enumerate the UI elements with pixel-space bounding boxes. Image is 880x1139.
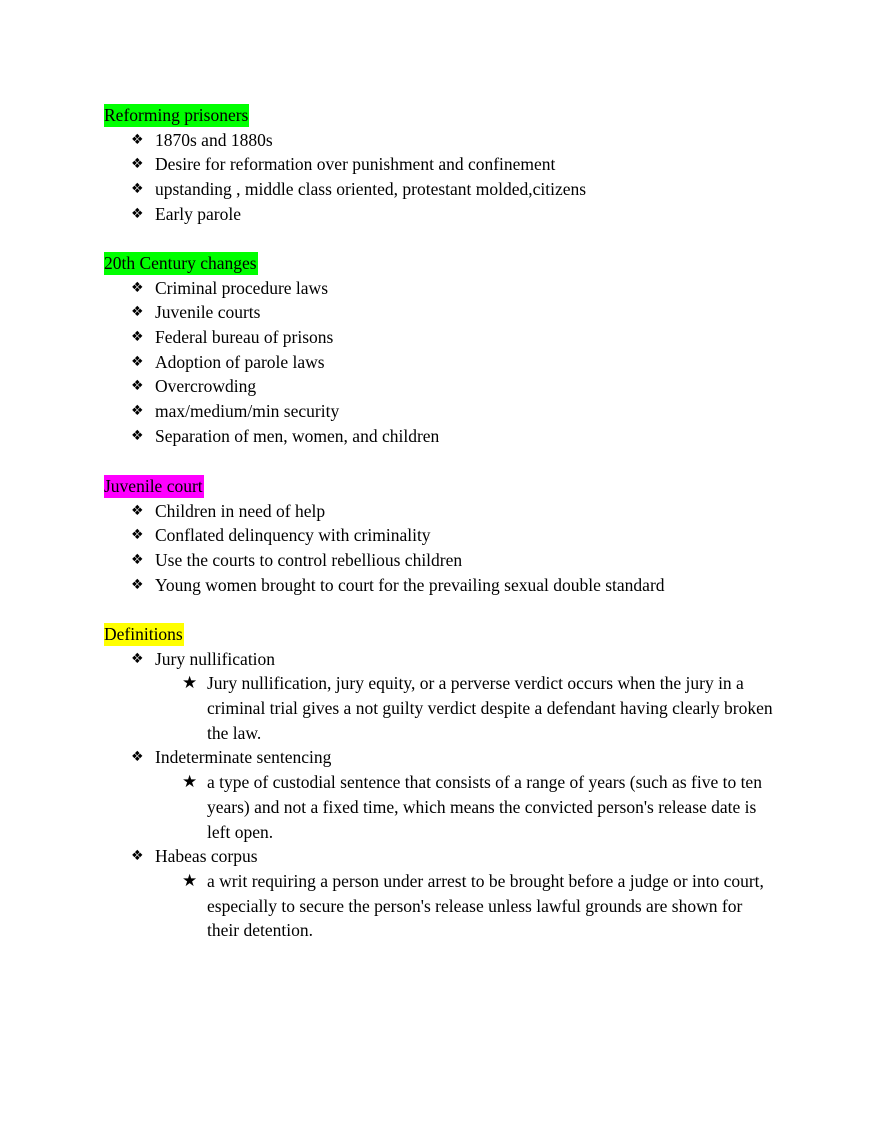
definition-text: a writ requiring a person under arrest to be brought before a judge or into court, especially to secure the person's release unless lawful grounds are shown for their detention. xyxy=(207,870,764,941)
list-item xyxy=(104,523,804,548)
section-heading xyxy=(104,103,804,128)
diamond-bullet-icon: ❖ xyxy=(131,131,144,148)
list-item-text: Early parole xyxy=(155,203,241,224)
list-item xyxy=(104,499,804,524)
diamond-bullet-icon: ❖ xyxy=(131,304,144,321)
definition-body xyxy=(182,671,777,745)
term-text: Habeas corpus xyxy=(155,846,258,867)
definition-body xyxy=(182,770,777,844)
diamond-bullet-icon: ❖ xyxy=(131,552,144,569)
list-item xyxy=(104,128,804,153)
diamond-bullet-icon: ❖ xyxy=(131,279,144,296)
list-item xyxy=(104,399,804,424)
list-item xyxy=(104,424,804,449)
list-item-text: Criminal procedure laws xyxy=(155,277,329,298)
list-item xyxy=(104,177,804,202)
list-item xyxy=(104,548,804,573)
star-bullet-icon: ★ xyxy=(182,772,198,793)
list-item-text: max/medium/min security xyxy=(155,401,340,422)
diamond-bullet-icon: ❖ xyxy=(131,205,144,222)
section-20th-century-changes xyxy=(104,251,804,449)
diamond-bullet-icon: ❖ xyxy=(131,650,144,667)
list-item xyxy=(104,325,804,350)
list-item-text: Children in need of help xyxy=(155,500,326,521)
list-item xyxy=(104,300,804,325)
diamond-bullet-icon: ❖ xyxy=(131,749,144,766)
star-bullet-icon: ★ xyxy=(182,870,198,891)
section-juvenile-court xyxy=(104,474,804,597)
definition-term xyxy=(104,647,804,672)
section-heading xyxy=(104,474,804,499)
diamond-bullet-icon: ❖ xyxy=(131,181,144,198)
diamond-bullet-icon: ❖ xyxy=(131,403,144,420)
diamond-bullet-icon: ❖ xyxy=(131,329,144,346)
definition-text: a type of custodial sentence that consists of a range of years (such as five to ten years) and not a fixed time, which means the convicted person's release date is left open. xyxy=(207,772,762,842)
list-item-text: 1870s and 1880s xyxy=(155,129,273,150)
definition-term xyxy=(104,844,804,869)
diamond-bullet-icon: ❖ xyxy=(131,427,144,444)
section-heading xyxy=(104,622,804,647)
section-reforming-prisoners xyxy=(104,103,804,226)
list-item xyxy=(104,573,804,598)
section-definitions xyxy=(104,622,804,943)
list-item-text: Use the courts to control rebellious children xyxy=(155,550,463,571)
heading-highlight: Reforming prisoners xyxy=(104,105,249,125)
definition-text: Jury nullification, jury equity, or a perverse verdict occurs when the jury in a criminal trial gives a not guilty verdict despite a defendant having clearly broken the law. xyxy=(207,673,773,743)
list-item-text: Conflated delinquency with criminality xyxy=(155,525,431,546)
list-item-text: upstanding , middle class oriented, protestant molded,citizens xyxy=(155,179,587,200)
list-item xyxy=(104,374,804,399)
diamond-bullet-icon: ❖ xyxy=(131,502,144,519)
heading-highlight: 20th Century changes xyxy=(104,253,257,273)
definition-body xyxy=(182,869,777,943)
heading-highlight: Definitions xyxy=(104,624,183,644)
diamond-bullet-icon: ❖ xyxy=(131,576,144,593)
list-item-text: Young women brought to court for the prevailing sexual double standard xyxy=(155,574,665,595)
list-item-text: Juvenile courts xyxy=(155,302,261,323)
list-item xyxy=(104,350,804,375)
section-heading xyxy=(104,251,804,276)
list-item-text: Separation of men, women, and children xyxy=(155,425,440,446)
definition-term xyxy=(104,745,804,770)
list-item xyxy=(104,202,804,227)
list-item-text: Overcrowding xyxy=(155,376,257,397)
diamond-bullet-icon: ❖ xyxy=(131,378,144,395)
list-item-text: Adoption of parole laws xyxy=(155,351,325,372)
list-item-text: Federal bureau of prisons xyxy=(155,327,334,348)
list-item xyxy=(104,152,804,177)
term-text: Indeterminate sentencing xyxy=(155,747,332,768)
list-item xyxy=(104,276,804,301)
term-text: Jury nullification xyxy=(155,648,276,669)
diamond-bullet-icon: ❖ xyxy=(131,156,144,173)
diamond-bullet-icon: ❖ xyxy=(131,353,144,370)
diamond-bullet-icon: ❖ xyxy=(131,527,144,544)
heading-highlight: Juvenile court xyxy=(104,476,203,496)
list-item-text: Desire for reformation over punishment and confinement xyxy=(155,154,556,175)
star-bullet-icon: ★ xyxy=(182,673,198,694)
diamond-bullet-icon: ❖ xyxy=(131,848,144,865)
